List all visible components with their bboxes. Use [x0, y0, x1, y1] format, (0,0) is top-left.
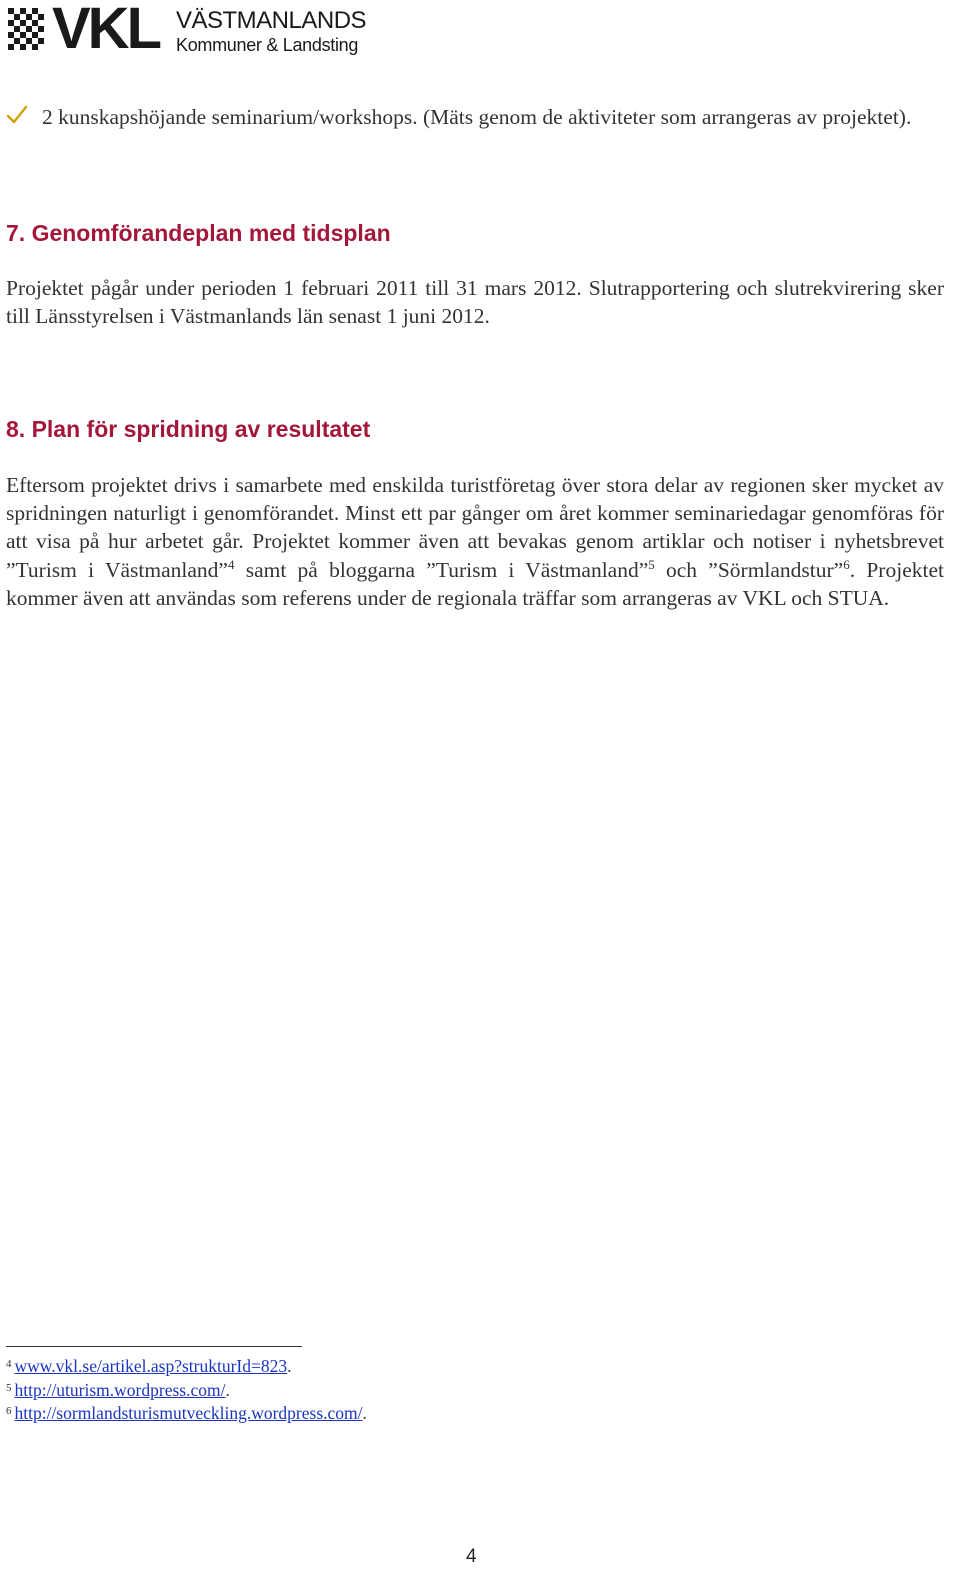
section-7-heading: 7. Genomförandeplan med tidsplan	[6, 220, 391, 246]
footnote-tail: .	[287, 1356, 292, 1376]
footnote-6	[6, 1402, 906, 1426]
footnote-link-uturism[interactable]: http://uturism.wordpress.com/	[14, 1379, 226, 1400]
section-8-text-3: och ”Sörmlandstur”	[654, 557, 844, 582]
section-8-heading: 8. Plan för spridning av resultatet	[6, 416, 371, 442]
footnote-ref-6[interactable]: 6	[843, 556, 850, 572]
footnote-link-sormland[interactable]: http://sormlandsturismutveckling.wordpress.com/	[14, 1403, 363, 1423]
logo-grid-icon	[8, 8, 50, 50]
vkl-logo	[8, 0, 388, 61]
section-8-text-4: . Projektet kommer även att användas som referens under de regionala träffar som arrangeras av VKL och STUA.	[6, 557, 944, 610]
checklist-item-text: 2 kunskapshöjande seminarium/workshops. (Mäts genom de aktiviteter som arrangeras av projektet).	[42, 105, 912, 129]
section-7-paragraph: Projektet pågår under perioden 1 februari 2011 till 31 mars 2012. Slutrapportering och slutrekvirering sker till Länsstyrelsen i Västmanlands län senast 1 juni 2012.	[6, 276, 944, 329]
footnote-tail: .	[362, 1403, 367, 1423]
footnote-number: 4	[6, 1358, 12, 1370]
footnote-link-vkl[interactable]: www.vkl.se/artikel.asp?strukturId=823	[14, 1356, 288, 1376]
check-icon	[6, 105, 28, 125]
footnote-tail: .	[225, 1379, 230, 1400]
logo-vkl-text: VKL	[52, 0, 159, 61]
footnote-4	[6, 1355, 906, 1379]
footnote-divider	[6, 1346, 302, 1347]
section-8-text-2: samt på bloggarna ”Turism i Västmanland”	[234, 557, 649, 582]
section-8-paragraph	[6, 471, 944, 612]
footnote-ref-5[interactable]: 5	[648, 556, 655, 572]
footnote-5	[6, 1379, 906, 1403]
checklist-item	[6, 103, 946, 132]
logo-region-text: VÄSTMANLANDS	[176, 7, 367, 34]
footnote-number: 6	[6, 1405, 12, 1417]
footnote-ref-4[interactable]: 4	[227, 556, 235, 572]
logo-org-text: Kommuner & Landsting	[176, 35, 359, 55]
footnotes	[6, 1355, 906, 1426]
page-number: 4	[466, 1546, 477, 1567]
section-8-text-1: Eftersom projektet drivs i samarbete med enskilda turistföretag över stora delar av regionen sker mycket av spridningen naturligt i genomförandet. Minst ett par gånger om året kommer seminariedagar genomföras för att visa på hur arbetet går. Projektet kommer även att bevakas genom artiklar och notiser i nyhetsbrevet ”Turism i Västmanland”	[6, 473, 944, 582]
footnote-number: 5	[6, 1381, 12, 1394]
